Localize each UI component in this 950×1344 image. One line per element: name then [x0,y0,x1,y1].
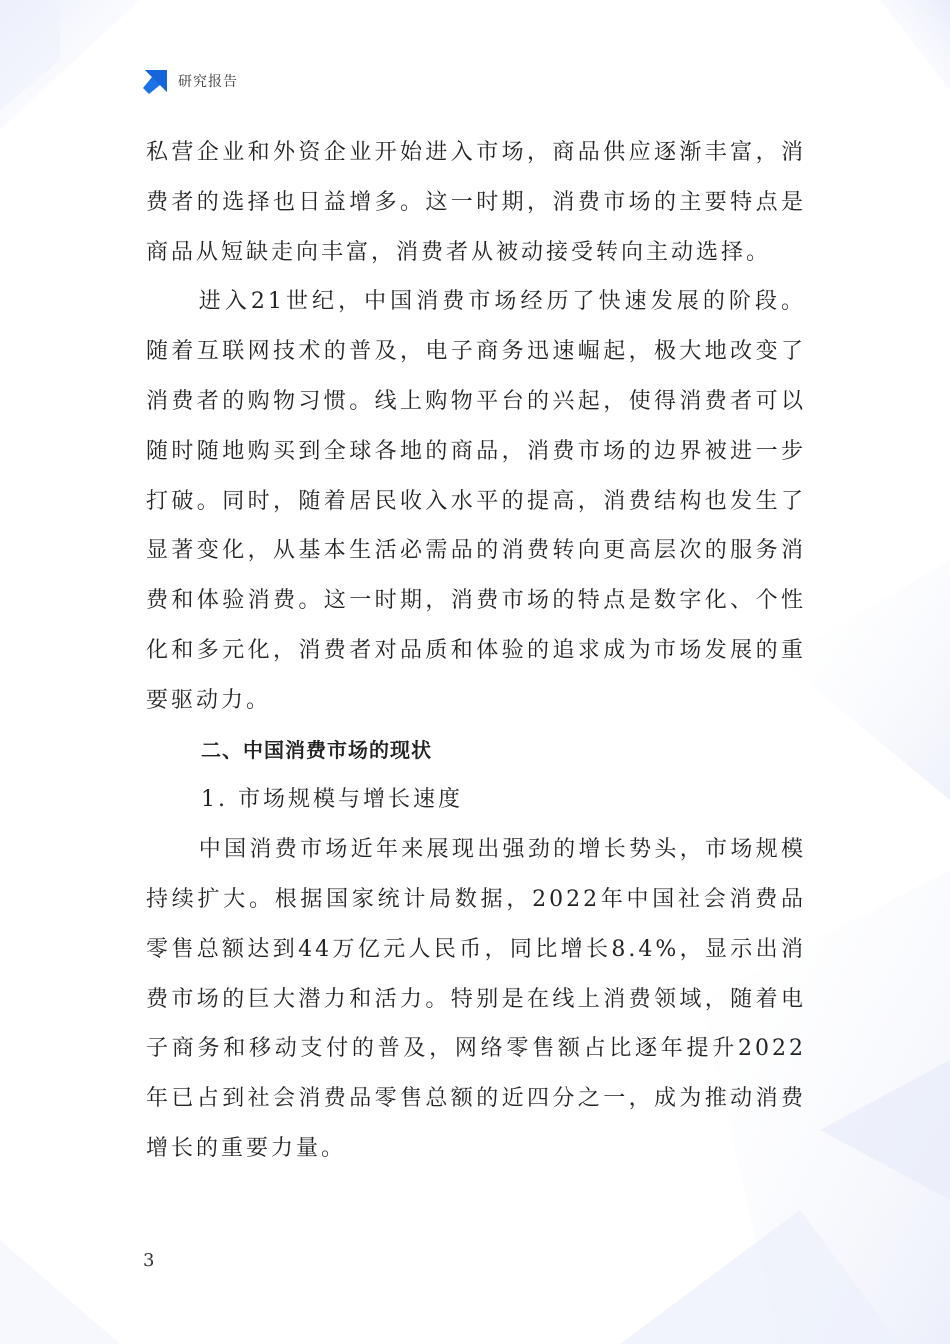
paragraph-3: 中国消费市场近年来展现出强劲的增长势头，市场规模持续扩大。根据国家统计局数据，2022年中国社会消费品零售总额达到44万亿元人民币，同比增长8.4%，显示出消费市场的巨大潜力和活力。特别是在线上消费领域，随着电子商务和移动支付的普及，网络零售额占比逐年提升2022年已占到社会消费品零售总额的近四分之一，成为推动消费增长的重要力量。 [146,837,806,1161]
page-number: 3 [143,1250,155,1271]
subsection-heading: 1. 市场规模与增长速度 [201,787,463,813]
paragraph-2: 进入21世纪，中国消费市场经历了快速发展的阶段。随着互联网技术的普及，电子商务迅速崛起，极大地改变了消费者的购物习惯。线上购物平台的兴起，使得消费者可以随时随地购买到全球各地的商品，消费市场的边界被进一步打破。同时，随着居民收入水平的提高，消费结构也发生了显著变化，从基本生活必需品的消费转向更高层次的服务消费和体验消费。这一时期，消费市场的特点是数字化、个性化和多元化，消费者对品质和体验的追求成为市场发展的重要驱动力。 [146,289,806,713]
paragraph-1: 私营企业和外资企业开始进入市场，商品供应逐渐丰富，消费者的选择也日益增多。这一时期，消费市场的主要特点是商品从短缺走向丰富，消费者从被动接受转向主动选择。 [146,140,806,265]
document-body [146,128,806,1174]
report-header [143,68,238,94]
arrow-up-right-icon [143,68,169,94]
header-label: 研究报告 [178,74,238,90]
section-heading: 二、中国消费市场的现状 [201,737,432,762]
